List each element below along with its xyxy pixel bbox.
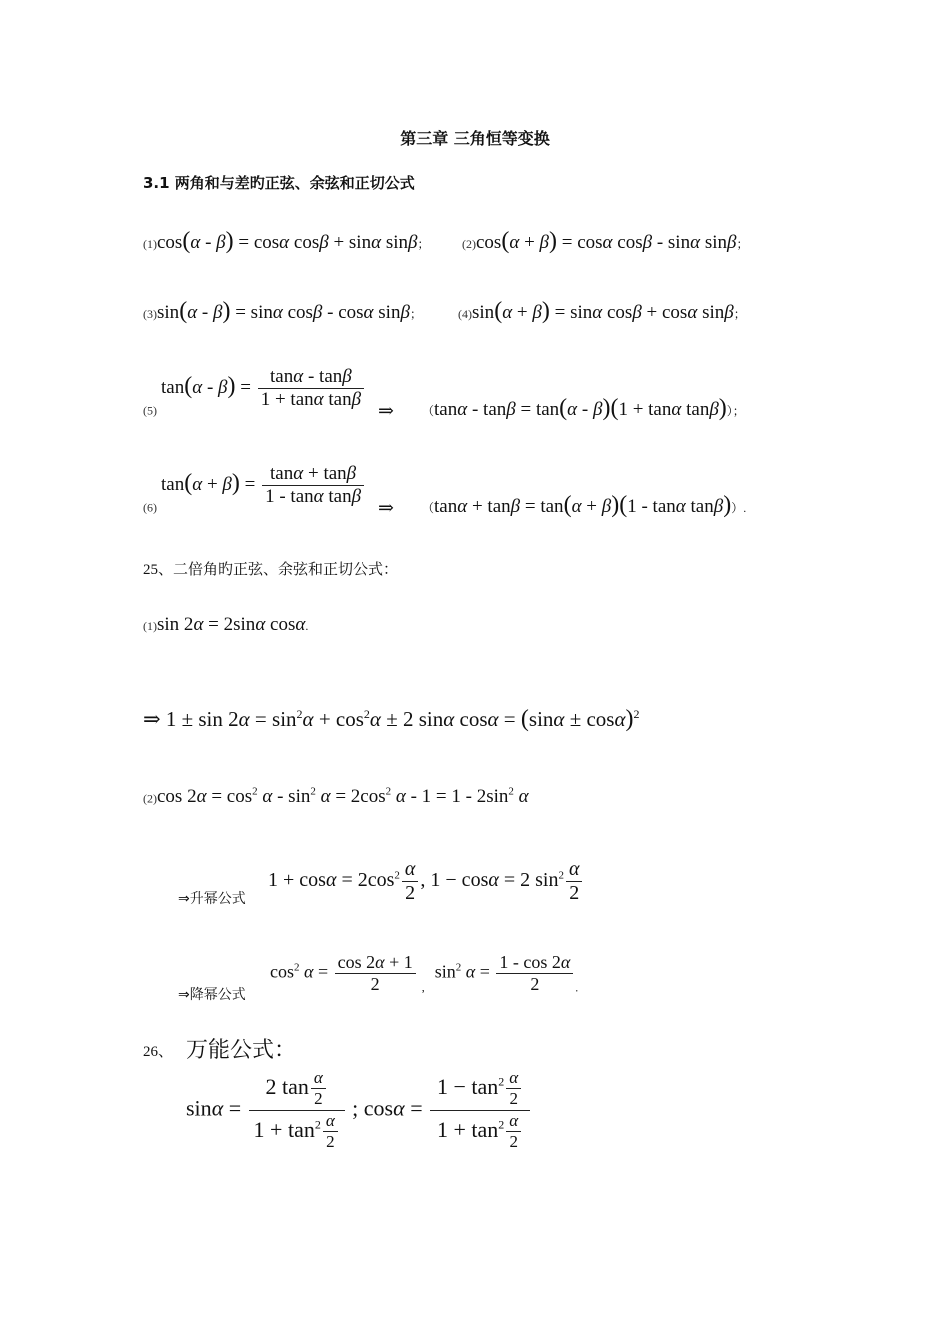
chapter-title: 第三章 三角恒等变换 [400, 129, 550, 148]
formula-separator: ）. [731, 501, 747, 515]
raise-power-label: ⇒升幂公式 [178, 891, 246, 907]
raise-power-formula: $1 + \cos\alpha = 2\cos^2$ $\frac{\alpha}{2}$ , 1 − cosα = 2 $\sin^2$ $\frac{\alpha}{2}$ [268, 858, 584, 905]
double-angle-sin: (1)sin 2α = 2sinα cosα. [143, 614, 309, 635]
formula-6-derived: （tanα + tanβ = tan(α + β)(1 - tanα tanβ)）. [422, 492, 747, 518]
sin-square-identity: ⇒ $1 \pm \sin 2\alpha = \sin^2\alpha + \cos^2\alpha \pm 2$ sinα $\cos\alpha = (\sin\alpha \pm \cos\alpha)^2$ [143, 706, 640, 732]
formula-5: $_{(5)}$tan(α - β) = $\frac{\tan\alpha - \tan\beta}{\text{1 + tanα tanβ}}$ [143, 366, 366, 419]
formula-1: (1)cos(α - β) = cosα cosβ + sinα sinβ； [143, 228, 430, 254]
formula-end: . [305, 619, 309, 633]
implies-arrow: ⇒ [378, 401, 394, 422]
formula-2: (2)cos(α + β) = cosα cosβ - sinα sinβ； [462, 228, 749, 254]
formula-5-derived: （tanα - tanβ = tan(α - β)(1 + tanα tanβ)）； [422, 395, 745, 421]
formula-number: (1) [143, 619, 157, 633]
formula-separator: ； [417, 237, 430, 251]
formula-end: . [575, 980, 579, 995]
formula-4: (4)sin(α + β) = sinα cosβ + cosα sinβ； [458, 298, 746, 324]
universal-formula: sinα = 2 tan $\frac{\alpha}{2}$ $1 + \tan^2$ $\frac{\alpha}{2}$ ; cosα = $1 - \tan^2$ $\frac{\alpha}{2}$ $1 + \tan^2$ $\frac{\alpha}{2}$ [186, 1068, 532, 1153]
item-26-title: 万能公式： [186, 1038, 297, 1063]
formula-separator: ）； [726, 404, 745, 418]
formula-number: (1) [143, 237, 157, 251]
double-angle-cos: (2)cos $2\alpha = \cos^2 \alpha - \sin^2 \alpha = 2\cos^2$ $\alpha - 1 = 1 - 2\sin^2$ α [143, 786, 529, 808]
formula-separator: ； [733, 307, 746, 321]
formula-number: (2) [462, 237, 476, 251]
formula-number: (6) [143, 500, 157, 515]
formula-6: $_{(6)}$tan(α + β) = $\frac{\tan\alpha + \tan\beta}{\text{1 - tanα tanβ}}$ [143, 463, 366, 516]
formula-number: (3) [143, 307, 157, 321]
formula-number: (2) [143, 791, 157, 806]
formula-separator: , [421, 980, 425, 995]
lower-power-label: ⇒降幂公式 [178, 987, 246, 1003]
formula-number: (4) [458, 307, 472, 321]
formula-number: (5) [143, 403, 157, 418]
implies-arrow: ⇒ [378, 498, 394, 519]
lower-power-formula: $\cos^2 \alpha$ = $\frac{\cos 2\alpha + 1}{2}$ $_,\sin^2$ α = $\frac{1 - \cos 2\alpha}{2}$ $_.$ [270, 952, 579, 995]
formula-separator: ； [736, 237, 749, 251]
item-25-heading: 25、二倍角旳正弦、余弦和正切公式： [143, 562, 399, 578]
formula-separator: ； [409, 307, 422, 321]
item-26-number: 26、 [143, 1044, 174, 1060]
formula-3: (3)sin(α - β) = sinα cosβ - cosα sinβ； [143, 298, 422, 324]
section-title: 3.1 两角和与差旳正弦、余弦和正切公式 [143, 174, 415, 192]
